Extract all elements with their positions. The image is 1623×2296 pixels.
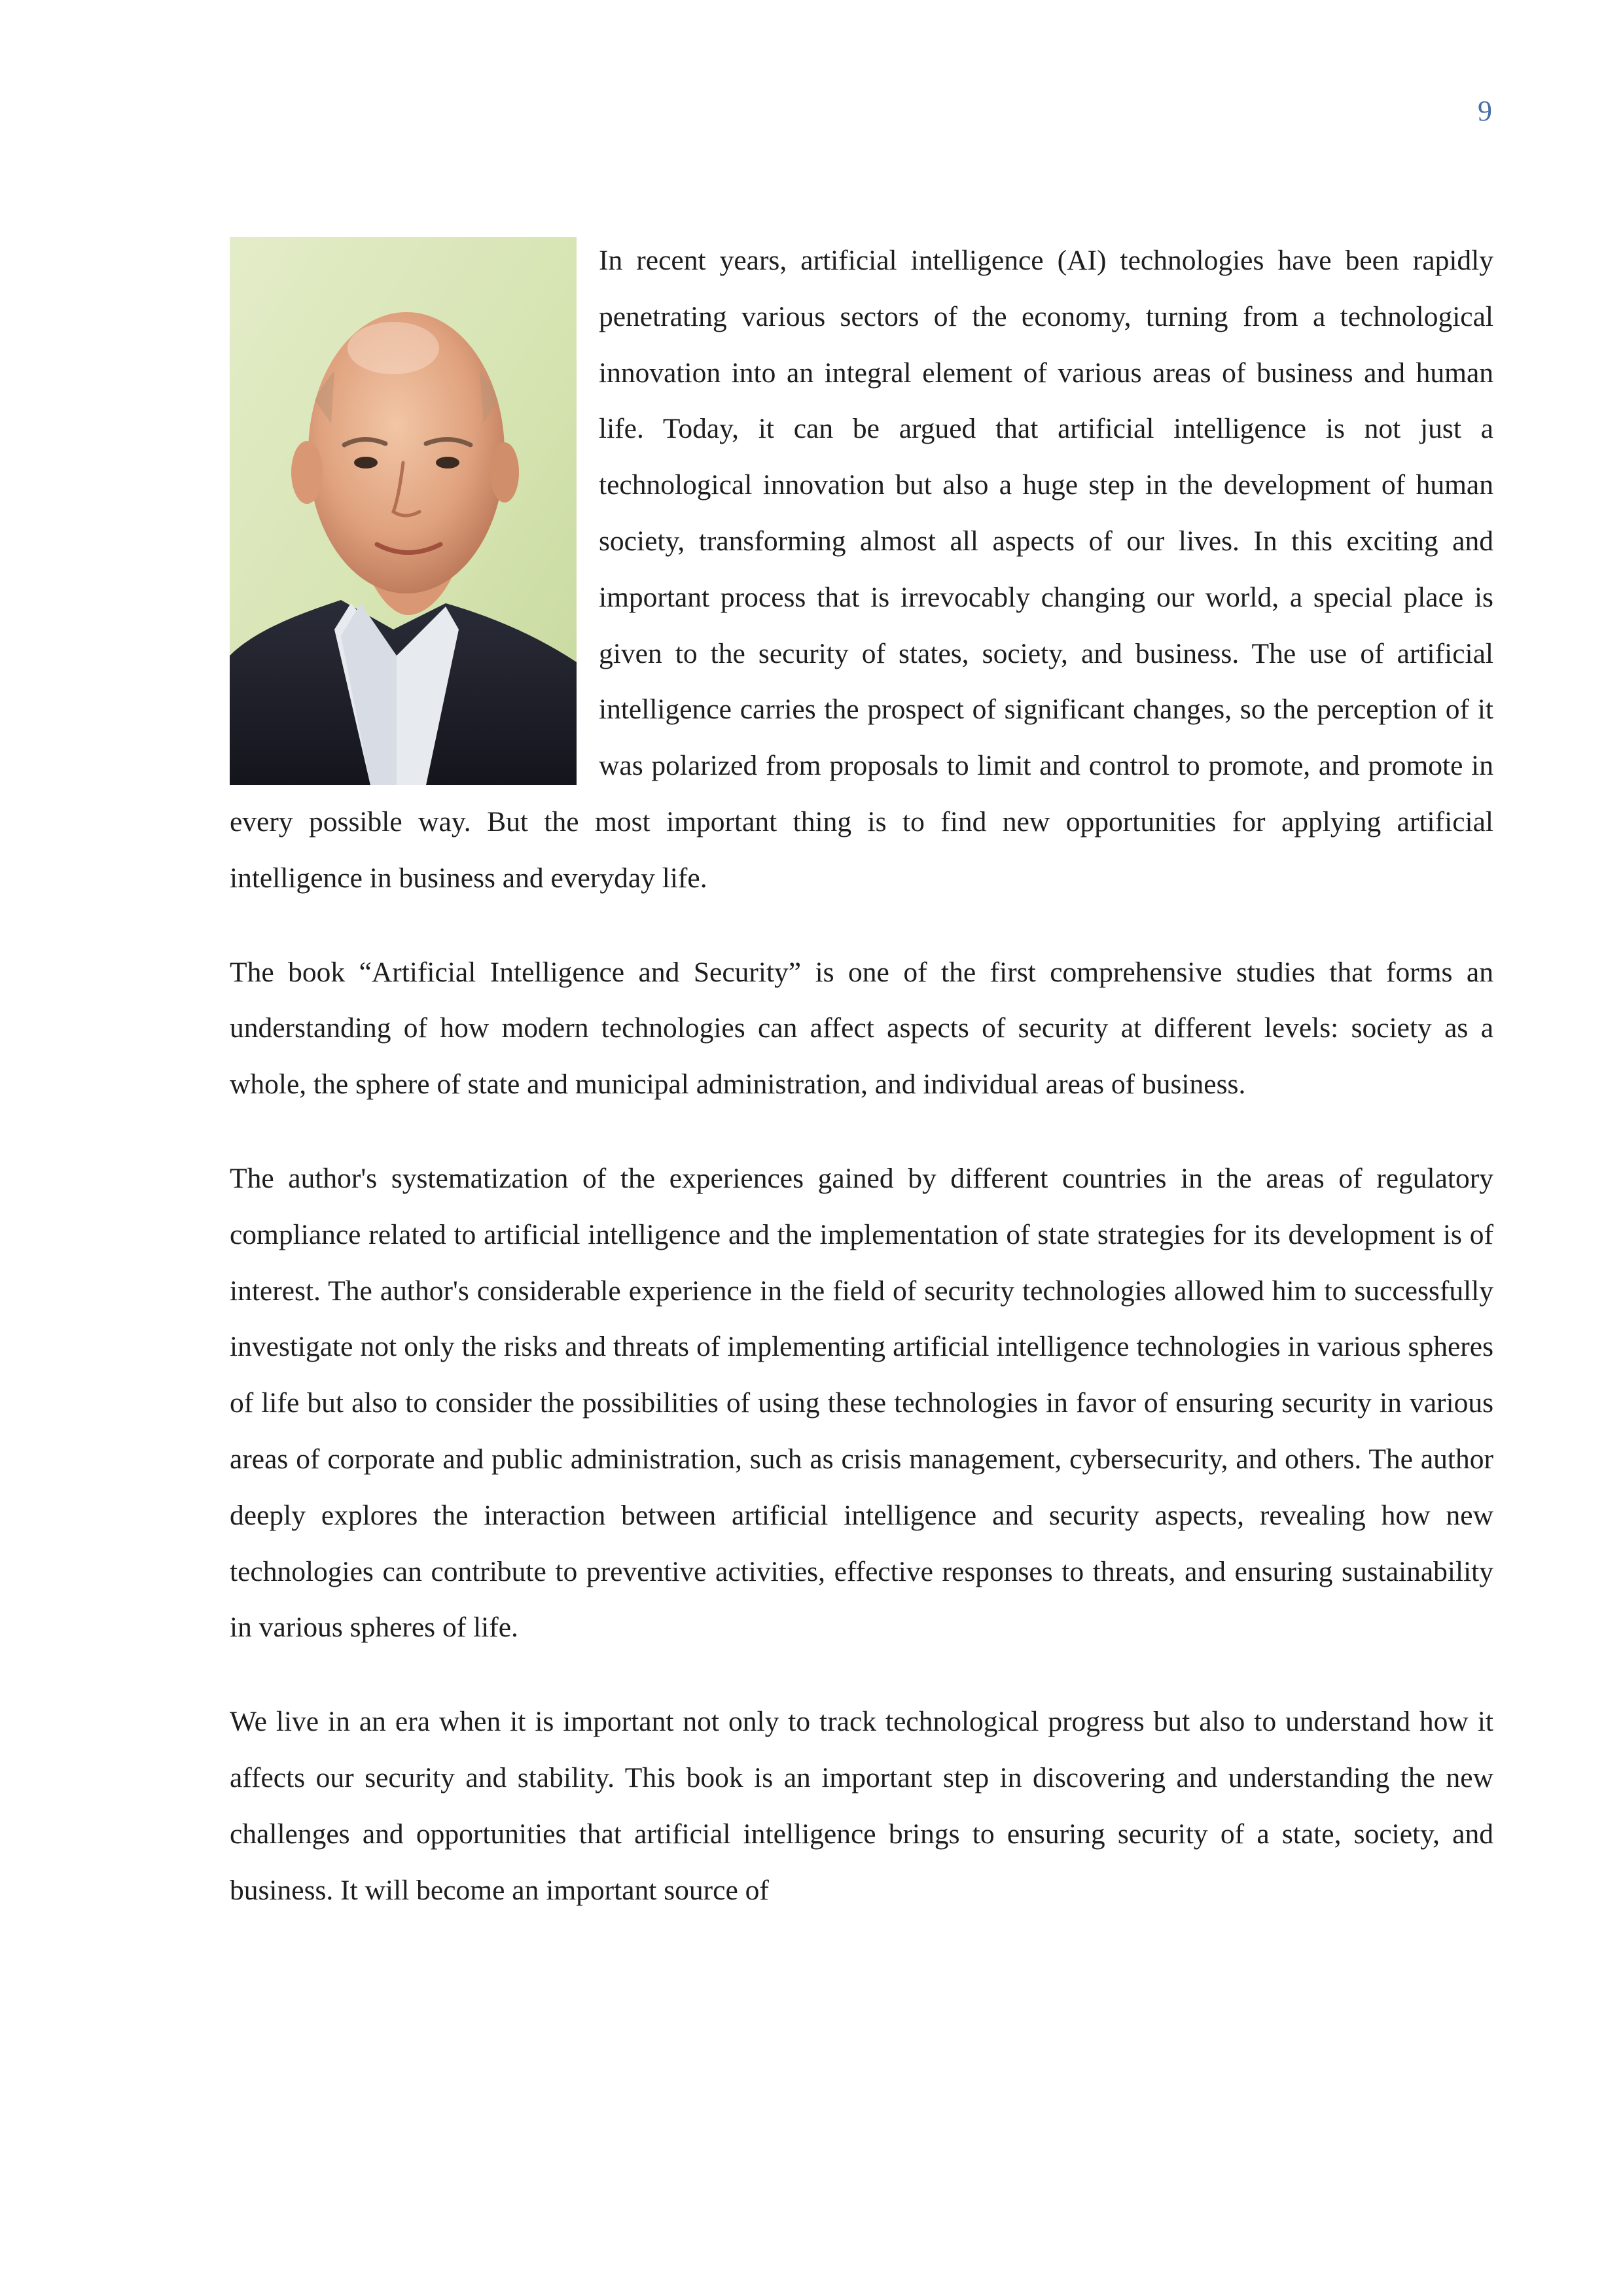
author-portrait-image <box>230 237 577 785</box>
page-number: 9 <box>1478 95 1492 127</box>
paragraph-intro-text: In recent years, artificial intelligence (AI) technologies have been rapidly penetrating various sectors of the economy, turning from a technological innovation into an integral element of various areas of business and human life. Today, it can be argued that artificial intelligence is not just a technological innovation but also a huge step in the development of human society, transforming almost all aspects of our lives. In this exciting and important process that is irrevocably changing our world, a special place is given to the security of states, society, and business. The use of artificial intelligence carries the prospect of significant changes, so the perception of it was polarized from proposals to limit and control to promote, and promote in every possible way. But the most important thing is to find new opportunities for applying artificial intelligence in business and everyday life. <box>230 245 1493 894</box>
paragraph-era: We live in an era when it is important not only to track technological progress but also to understand how it affects our security and stability. This book is an important step in discovering and understanding the new challenges and opportunities that artificial intelligence brings to ensuring security of a state, society, and business. It will become an important source of <box>230 1706 1493 1906</box>
page-body <box>230 233 1493 1918</box>
paragraph-author-systematization: The author's systematization of the experiences gained by different countries in the areas of regulatory compliance related to artificial intelligence and the implementation of state strategies for its development is of interest. The author's considerable experience in the field of security technologies allowed him to successfully investigate not only the risks and threats of implementing artificial intelligence technologies in various spheres of life but also to consider the possibilities of using these technologies in favor of ensuring security in various areas of corporate and public administration, such as crisis management, cybersecurity, and others. The author deeply explores the interaction between artificial intelligence and security aspects, revealing how new technologies can contribute to preventive activities, effective responses to threats, and ensuring sustainability in various spheres of life. <box>230 1162 1493 1644</box>
paragraph-intro <box>230 233 1493 907</box>
paragraph-book-overview: The book “Artificial Intelligence and Security” is one of the first comprehensive studies that forms an understanding of how modern technologies can affect aspects of security at different levels: society as a whole, the sphere of state and municipal administration, and individual areas of business. <box>230 956 1493 1101</box>
